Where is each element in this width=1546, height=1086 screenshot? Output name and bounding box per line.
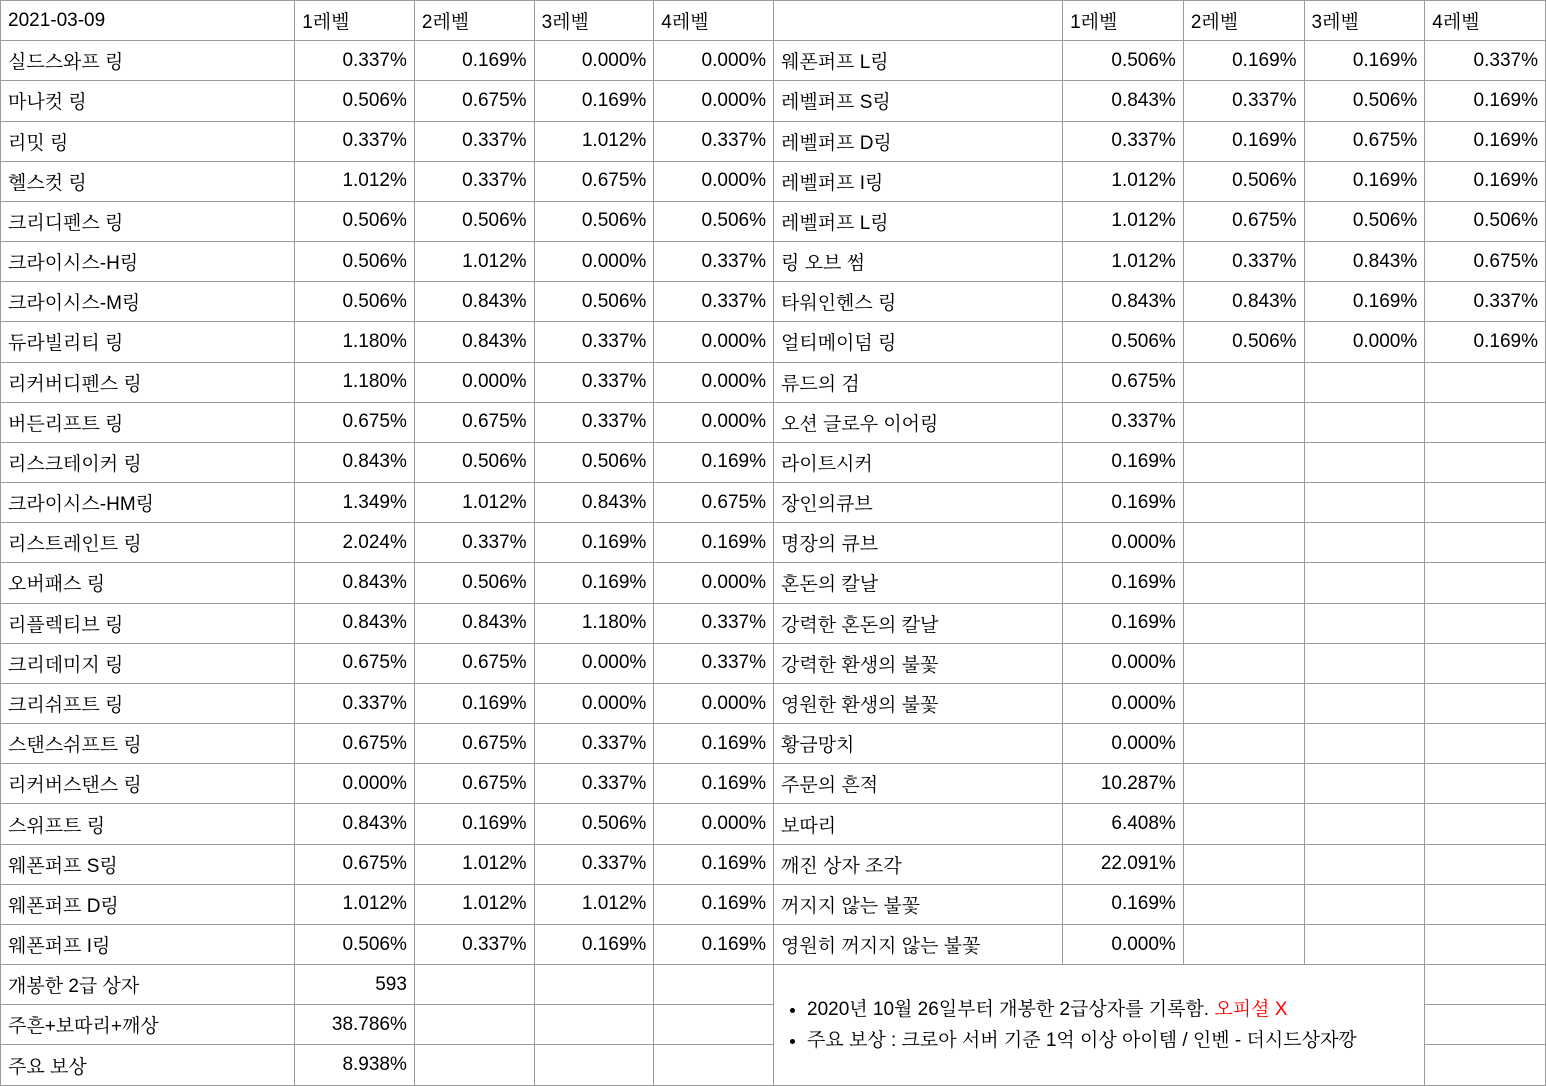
- header-left-level-4[interactable]: 4레벨: [654, 1, 774, 41]
- left-rate-lv1[interactable]: 0.675%: [295, 402, 415, 442]
- left-item-name[interactable]: 리플렉티브 링: [1, 603, 295, 643]
- right-rate-lv3[interactable]: [1304, 603, 1425, 643]
- left-rate-lv3[interactable]: 0.506%: [534, 282, 654, 322]
- left-rate-lv4[interactable]: 0.337%: [654, 643, 774, 683]
- right-item-name[interactable]: 오션 글로우 이어링: [774, 402, 1063, 442]
- left-rate-lv2[interactable]: 1.012%: [414, 884, 534, 924]
- summary-label-opened-boxes[interactable]: 개봉한 2급 상자: [1, 965, 295, 1005]
- right-rate-lv3[interactable]: 0.843%: [1304, 242, 1425, 282]
- right-rate-lv3[interactable]: [1304, 483, 1425, 523]
- left-rate-lv4[interactable]: 0.000%: [654, 41, 774, 81]
- header-left-level-3[interactable]: 3레벨: [534, 1, 654, 41]
- left-rate-lv2[interactable]: 1.012%: [414, 844, 534, 884]
- table-row: [1, 483, 1546, 523]
- left-item-name[interactable]: 리밋 링: [1, 121, 295, 161]
- right-rate-lv2[interactable]: 0.506%: [1183, 161, 1304, 201]
- right-rate-lv2[interactable]: [1183, 483, 1304, 523]
- left-rate-lv4[interactable]: 0.169%: [654, 523, 774, 563]
- left-item-name[interactable]: 헬스컷 링: [1, 161, 295, 201]
- table-row: [1, 523, 1546, 563]
- left-rate-lv2[interactable]: 0.337%: [414, 121, 534, 161]
- left-item-name[interactable]: 마나컷 링: [1, 81, 295, 121]
- right-rate-lv3[interactable]: [1304, 523, 1425, 563]
- right-rate-lv4[interactable]: [1425, 844, 1546, 884]
- right-rate-lv2[interactable]: 0.169%: [1183, 41, 1304, 81]
- right-rate-lv1[interactable]: 0.169%: [1063, 442, 1184, 482]
- right-rate-lv2[interactable]: [1183, 402, 1304, 442]
- left-rate-lv3[interactable]: 0.000%: [534, 41, 654, 81]
- left-rate-lv4[interactable]: 0.000%: [654, 161, 774, 201]
- left-item-name[interactable]: 버든리프트 링: [1, 402, 295, 442]
- right-rate-lv3[interactable]: 0.169%: [1304, 161, 1425, 201]
- right-rate-lv1[interactable]: 0.000%: [1063, 643, 1184, 683]
- left-item-name[interactable]: 리스크테이커 링: [1, 442, 295, 482]
- right-rate-lv3[interactable]: [1304, 563, 1425, 603]
- right-rate-lv1[interactable]: 0.000%: [1063, 724, 1184, 764]
- right-rate-lv4[interactable]: [1425, 683, 1546, 723]
- table-row: [1, 81, 1546, 121]
- right-rate-lv3[interactable]: [1304, 643, 1425, 683]
- left-rate-lv3[interactable]: 0.337%: [534, 402, 654, 442]
- summary-label-major-reward[interactable]: 주요 보상: [1, 1045, 295, 1086]
- left-rate-lv1[interactable]: 0.843%: [295, 804, 415, 844]
- left-rate-lv3[interactable]: 0.337%: [534, 362, 654, 402]
- blank-cell[interactable]: [534, 965, 654, 1005]
- header-right-level-1[interactable]: 1레벨: [1063, 1, 1184, 41]
- note-unofficial-tag: 오피셜 X: [1214, 998, 1288, 1020]
- table-row: [1, 402, 1546, 442]
- right-rate-lv2[interactable]: [1183, 724, 1304, 764]
- left-rate-lv1[interactable]: 0.843%: [295, 442, 415, 482]
- table-row: [1, 282, 1546, 322]
- left-rate-lv2[interactable]: 0.337%: [414, 523, 534, 563]
- left-rate-lv3[interactable]: 0.169%: [534, 563, 654, 603]
- left-rate-lv1[interactable]: 0.506%: [295, 201, 415, 241]
- right-item-name[interactable]: 영원히 꺼지지 않는 불꽃: [774, 924, 1063, 964]
- right-item-name[interactable]: 링 오브 썸: [774, 242, 1063, 282]
- right-rate-lv3[interactable]: [1304, 884, 1425, 924]
- left-rate-lv3[interactable]: 0.000%: [534, 643, 654, 683]
- left-rate-lv2[interactable]: 0.843%: [414, 322, 534, 362]
- left-rate-lv1[interactable]: 0.675%: [295, 643, 415, 683]
- right-rate-lv3[interactable]: [1304, 844, 1425, 884]
- right-rate-lv1[interactable]: 0.675%: [1063, 362, 1184, 402]
- right-item-name[interactable]: 얼티메이덤 링: [774, 322, 1063, 362]
- table-row: [1, 41, 1546, 81]
- right-rate-lv1[interactable]: 10.287%: [1063, 764, 1184, 804]
- right-rate-lv1[interactable]: 0.000%: [1063, 523, 1184, 563]
- left-rate-lv4[interactable]: 0.000%: [654, 683, 774, 723]
- right-rate-lv4[interactable]: [1425, 483, 1546, 523]
- right-rate-lv1[interactable]: 1.012%: [1063, 161, 1184, 201]
- left-rate-lv1[interactable]: 0.506%: [295, 81, 415, 121]
- right-rate-lv1[interactable]: 0.000%: [1063, 924, 1184, 964]
- left-rate-lv3[interactable]: 0.506%: [534, 804, 654, 844]
- left-item-name[interactable]: 웨폰퍼프 S링: [1, 844, 295, 884]
- table-row: [1, 804, 1546, 844]
- left-rate-lv2[interactable]: 0.506%: [414, 563, 534, 603]
- blank-cell[interactable]: [1425, 965, 1546, 1005]
- right-rate-lv2[interactable]: [1183, 804, 1304, 844]
- right-rate-lv1[interactable]: 0.169%: [1063, 483, 1184, 523]
- right-rate-lv4[interactable]: [1425, 362, 1546, 402]
- right-rate-lv4[interactable]: 0.169%: [1425, 161, 1546, 201]
- notes-block: [774, 965, 1425, 1086]
- left-rate-lv1[interactable]: 2.024%: [295, 523, 415, 563]
- left-rate-lv4[interactable]: 0.169%: [654, 724, 774, 764]
- right-rate-lv2[interactable]: [1183, 563, 1304, 603]
- right-rate-lv3[interactable]: [1304, 804, 1425, 844]
- left-item-name[interactable]: 크라이시스-M링: [1, 282, 295, 322]
- right-rate-lv2[interactable]: [1183, 884, 1304, 924]
- right-item-name[interactable]: 웨폰퍼프 L링: [774, 41, 1063, 81]
- left-rate-lv3[interactable]: 1.180%: [534, 603, 654, 643]
- right-rate-lv1[interactable]: 22.091%: [1063, 844, 1184, 884]
- left-rate-lv1[interactable]: 0.337%: [295, 121, 415, 161]
- blank-cell[interactable]: [414, 965, 534, 1005]
- left-rate-lv2[interactable]: 0.000%: [414, 362, 534, 402]
- right-rate-lv3[interactable]: [1304, 724, 1425, 764]
- right-rate-lv4[interactable]: [1425, 643, 1546, 683]
- left-rate-lv3[interactable]: 0.000%: [534, 683, 654, 723]
- table-row: [1, 563, 1546, 603]
- right-item-name[interactable]: 류드의 검: [774, 362, 1063, 402]
- left-rate-lv2[interactable]: 0.675%: [414, 402, 534, 442]
- left-rate-lv1[interactable]: 0.337%: [295, 41, 415, 81]
- left-rate-lv2[interactable]: 0.675%: [414, 764, 534, 804]
- left-rate-lv3[interactable]: 0.506%: [534, 442, 654, 482]
- right-item-name[interactable]: 레벨퍼프 D링: [774, 121, 1063, 161]
- left-rate-lv4[interactable]: 0.169%: [654, 924, 774, 964]
- left-rate-lv2[interactable]: 0.675%: [414, 81, 534, 121]
- right-item-name[interactable]: 주문의 흔적: [774, 764, 1063, 804]
- right-rate-lv2[interactable]: [1183, 442, 1304, 482]
- table-row: [1, 643, 1546, 683]
- right-rate-lv3[interactable]: [1304, 764, 1425, 804]
- left-rate-lv3[interactable]: 1.012%: [534, 884, 654, 924]
- right-rate-lv2[interactable]: 0.506%: [1183, 322, 1304, 362]
- left-rate-lv3[interactable]: 1.012%: [534, 121, 654, 161]
- left-rate-lv4[interactable]: 0.000%: [654, 362, 774, 402]
- left-rate-lv1[interactable]: 1.349%: [295, 483, 415, 523]
- left-item-name[interactable]: 웨폰퍼프 D링: [1, 884, 295, 924]
- left-rate-lv4[interactable]: 0.337%: [654, 121, 774, 161]
- left-rate-lv2[interactable]: 1.012%: [414, 242, 534, 282]
- left-rate-lv3[interactable]: 0.843%: [534, 483, 654, 523]
- right-item-name[interactable]: 강력한 혼돈의 칼날: [774, 603, 1063, 643]
- left-rate-lv2[interactable]: 1.012%: [414, 483, 534, 523]
- blank-cell[interactable]: [654, 1005, 774, 1045]
- right-item-name[interactable]: 레벨퍼프 I링: [774, 161, 1063, 201]
- right-rate-lv1[interactable]: 0.506%: [1063, 322, 1184, 362]
- right-rate-lv1[interactable]: 6.408%: [1063, 804, 1184, 844]
- left-rate-lv1[interactable]: 1.180%: [295, 322, 415, 362]
- left-rate-lv1[interactable]: 0.843%: [295, 603, 415, 643]
- right-item-name[interactable]: 레벨퍼프 L링: [774, 201, 1063, 241]
- right-item-name[interactable]: 레벨퍼프 S링: [774, 81, 1063, 121]
- left-rate-lv3[interactable]: 0.169%: [534, 81, 654, 121]
- left-rate-lv1[interactable]: 0.506%: [295, 924, 415, 964]
- left-rate-lv3[interactable]: 0.337%: [534, 724, 654, 764]
- right-rate-lv4[interactable]: 0.337%: [1425, 282, 1546, 322]
- header-right-level-3[interactable]: 3레벨: [1304, 1, 1425, 41]
- header-right-level-4[interactable]: 4레벨: [1425, 1, 1546, 41]
- right-rate-lv2[interactable]: [1183, 844, 1304, 884]
- left-rate-lv3[interactable]: 0.675%: [534, 161, 654, 201]
- header-row: [1, 1, 1546, 41]
- right-item-name[interactable]: 장인의큐브: [774, 483, 1063, 523]
- right-item-name[interactable]: 타워인헨스 링: [774, 282, 1063, 322]
- right-rate-lv1[interactable]: 0.169%: [1063, 563, 1184, 603]
- right-rate-lv1[interactable]: 0.169%: [1063, 884, 1184, 924]
- left-rate-lv2[interactable]: 0.675%: [414, 643, 534, 683]
- right-rate-lv1[interactable]: 0.337%: [1063, 402, 1184, 442]
- left-item-name[interactable]: 듀라빌리티 링: [1, 322, 295, 362]
- summary-value-combined[interactable]: 38.786%: [295, 1005, 415, 1045]
- table-row: [1, 362, 1546, 402]
- left-item-name[interactable]: 크리쉬프트 링: [1, 683, 295, 723]
- left-rate-lv4[interactable]: 0.000%: [654, 804, 774, 844]
- left-rate-lv3[interactable]: 0.337%: [534, 322, 654, 362]
- left-rate-lv4[interactable]: 0.169%: [654, 764, 774, 804]
- right-rate-lv1[interactable]: 0.843%: [1063, 282, 1184, 322]
- right-item-name[interactable]: 보따리: [774, 804, 1063, 844]
- summary-value-major-reward[interactable]: 8.938%: [295, 1045, 415, 1086]
- left-rate-lv1[interactable]: 0.337%: [295, 683, 415, 723]
- left-rate-lv4[interactable]: 0.000%: [654, 81, 774, 121]
- table-row: [1, 201, 1546, 241]
- header-right-level-2[interactable]: 2레벨: [1183, 1, 1304, 41]
- left-rate-lv1[interactable]: 1.180%: [295, 362, 415, 402]
- right-rate-lv2[interactable]: [1183, 362, 1304, 402]
- blank-cell[interactable]: [654, 1045, 774, 1086]
- right-rate-lv2[interactable]: 0.337%: [1183, 242, 1304, 282]
- blank-cell[interactable]: [534, 1045, 654, 1086]
- left-rate-lv2[interactable]: 0.843%: [414, 282, 534, 322]
- blank-cell[interactable]: [414, 1005, 534, 1045]
- right-rate-lv3[interactable]: 0.169%: [1304, 41, 1425, 81]
- left-rate-lv2[interactable]: 0.337%: [414, 161, 534, 201]
- right-rate-lv3[interactable]: 0.506%: [1304, 201, 1425, 241]
- header-left-level-1[interactable]: 1레벨: [295, 1, 415, 41]
- left-rate-lv3[interactable]: 0.506%: [534, 201, 654, 241]
- table-row: [1, 884, 1546, 924]
- table-row: [1, 683, 1546, 723]
- blank-cell[interactable]: [1425, 1045, 1546, 1086]
- summary-value-opened-boxes[interactable]: 593: [295, 965, 415, 1005]
- left-rate-lv4[interactable]: 0.169%: [654, 442, 774, 482]
- left-item-name[interactable]: 크라이시스-H링: [1, 242, 295, 282]
- table-row: [1, 603, 1546, 643]
- right-item-name[interactable]: 라이트시커: [774, 442, 1063, 482]
- left-item-name[interactable]: 크리디펜스 링: [1, 201, 295, 241]
- left-rate-lv3[interactable]: 0.169%: [534, 924, 654, 964]
- right-rate-lv2[interactable]: [1183, 924, 1304, 964]
- right-rate-lv4[interactable]: [1425, 884, 1546, 924]
- header-left-level-2[interactable]: 2레벨: [414, 1, 534, 41]
- left-rate-lv2[interactable]: 0.675%: [414, 724, 534, 764]
- blank-cell[interactable]: [654, 965, 774, 1005]
- table-row: [1, 161, 1546, 201]
- right-rate-lv3[interactable]: 0.675%: [1304, 121, 1425, 161]
- right-rate-lv1[interactable]: 0.000%: [1063, 683, 1184, 723]
- blank-cell[interactable]: [414, 1045, 534, 1086]
- right-rate-lv2[interactable]: 0.337%: [1183, 81, 1304, 121]
- header-spacer[interactable]: [774, 1, 1063, 41]
- right-rate-lv4[interactable]: [1425, 523, 1546, 563]
- right-item-name[interactable]: 영원한 환생의 불꽃: [774, 683, 1063, 723]
- right-item-name[interactable]: 꺼지지 않는 불꽃: [774, 884, 1063, 924]
- right-rate-lv1[interactable]: 1.012%: [1063, 201, 1184, 241]
- table-row: [1, 844, 1546, 884]
- right-item-name[interactable]: 황금망치: [774, 724, 1063, 764]
- right-item-name[interactable]: 강력한 환생의 불꽃: [774, 643, 1063, 683]
- right-rate-lv4[interactable]: 0.169%: [1425, 81, 1546, 121]
- right-item-name[interactable]: 명장의 큐브: [774, 523, 1063, 563]
- left-item-name[interactable]: 웨폰퍼프 I링: [1, 924, 295, 964]
- left-rate-lv1[interactable]: 1.012%: [295, 161, 415, 201]
- left-item-name[interactable]: 크라이시스-HM링: [1, 483, 295, 523]
- left-rate-lv4[interactable]: 0.000%: [654, 563, 774, 603]
- left-rate-lv4[interactable]: 0.169%: [654, 884, 774, 924]
- right-item-name[interactable]: 혼돈의 칼날: [774, 563, 1063, 603]
- table-row: [1, 724, 1546, 764]
- left-rate-lv1[interactable]: 0.506%: [295, 242, 415, 282]
- right-rate-lv4[interactable]: [1425, 924, 1546, 964]
- left-item-name[interactable]: 크리데미지 링: [1, 643, 295, 683]
- table-row: [1, 242, 1546, 282]
- left-rate-lv4[interactable]: 0.506%: [654, 201, 774, 241]
- left-rate-lv2[interactable]: 0.337%: [414, 924, 534, 964]
- right-rate-lv3[interactable]: 0.000%: [1304, 322, 1425, 362]
- right-rate-lv4[interactable]: [1425, 724, 1546, 764]
- left-rate-lv1[interactable]: 1.012%: [295, 884, 415, 924]
- left-rate-lv4[interactable]: 0.675%: [654, 483, 774, 523]
- right-rate-lv4[interactable]: 0.675%: [1425, 242, 1546, 282]
- table-row: [1, 924, 1546, 964]
- left-item-name[interactable]: 실드스와프 링: [1, 41, 295, 81]
- right-rate-lv4[interactable]: [1425, 603, 1546, 643]
- left-rate-lv4[interactable]: 0.000%: [654, 402, 774, 442]
- right-rate-lv1[interactable]: 1.012%: [1063, 242, 1184, 282]
- right-rate-lv2[interactable]: [1183, 523, 1304, 563]
- right-rate-lv4[interactable]: [1425, 402, 1546, 442]
- left-rate-lv2[interactable]: 0.506%: [414, 442, 534, 482]
- right-rate-lv2[interactable]: [1183, 683, 1304, 723]
- left-item-name[interactable]: 리스트레인트 링: [1, 523, 295, 563]
- left-item-name[interactable]: 리커버디펜스 링: [1, 362, 295, 402]
- right-rate-lv2[interactable]: [1183, 764, 1304, 804]
- left-rate-lv4[interactable]: 0.169%: [654, 844, 774, 884]
- right-item-name[interactable]: 깨진 상자 조각: [774, 844, 1063, 884]
- note-line-2-text: 주요 보상 : 크로아 서버 기준 1억 이상 아이템 / 인벤 - 더시드상자깡: [807, 1030, 1357, 1052]
- right-rate-lv3[interactable]: [1304, 402, 1425, 442]
- note-line-1-text: 2020년 10월 26일부터 개봉한 2급상자를 기록함. 오피셜 X: [807, 998, 1288, 1020]
- table-row: [1, 121, 1546, 161]
- right-rate-lv3[interactable]: [1304, 442, 1425, 482]
- left-rate-lv1[interactable]: 0.506%: [295, 282, 415, 322]
- right-rate-lv4[interactable]: [1425, 804, 1546, 844]
- left-item-name[interactable]: 오버패스 링: [1, 563, 295, 603]
- right-rate-lv4[interactable]: 0.337%: [1425, 41, 1546, 81]
- right-rate-lv4[interactable]: 0.169%: [1425, 121, 1546, 161]
- left-rate-lv3[interactable]: 0.337%: [534, 844, 654, 884]
- left-rate-lv2[interactable]: 0.169%: [414, 683, 534, 723]
- left-rate-lv2[interactable]: 0.169%: [414, 41, 534, 81]
- right-rate-lv2[interactable]: [1183, 603, 1304, 643]
- right-rate-lv3[interactable]: [1304, 362, 1425, 402]
- left-rate-lv3[interactable]: 0.000%: [534, 242, 654, 282]
- blank-cell[interactable]: [1425, 1005, 1546, 1045]
- right-rate-lv3[interactable]: [1304, 683, 1425, 723]
- left-rate-lv4[interactable]: 0.337%: [654, 603, 774, 643]
- summary-label-combined[interactable]: 주흔+보따리+깨상: [1, 1005, 295, 1045]
- right-rate-lv4[interactable]: [1425, 764, 1546, 804]
- right-rate-lv4[interactable]: 0.506%: [1425, 201, 1546, 241]
- right-rate-lv4[interactable]: [1425, 563, 1546, 603]
- left-item-name[interactable]: 스위프트 링: [1, 804, 295, 844]
- right-rate-lv1[interactable]: 0.506%: [1063, 41, 1184, 81]
- right-rate-lv2[interactable]: 0.843%: [1183, 282, 1304, 322]
- right-rate-lv1[interactable]: 0.843%: [1063, 81, 1184, 121]
- right-rate-lv3[interactable]: 0.506%: [1304, 81, 1425, 121]
- left-rate-lv3[interactable]: 0.169%: [534, 523, 654, 563]
- left-rate-lv4[interactable]: 0.337%: [654, 242, 774, 282]
- right-rate-lv2[interactable]: 0.675%: [1183, 201, 1304, 241]
- left-rate-lv3[interactable]: 0.337%: [534, 764, 654, 804]
- blank-cell[interactable]: [534, 1005, 654, 1045]
- left-rate-lv1[interactable]: 0.000%: [295, 764, 415, 804]
- right-rate-lv4[interactable]: [1425, 442, 1546, 482]
- right-rate-lv2[interactable]: 0.169%: [1183, 121, 1304, 161]
- left-item-name[interactable]: 리커버스탠스 링: [1, 764, 295, 804]
- right-rate-lv1[interactable]: 0.337%: [1063, 121, 1184, 161]
- table-row: [1, 322, 1546, 362]
- right-rate-lv3[interactable]: [1304, 924, 1425, 964]
- left-rate-lv2[interactable]: 0.506%: [414, 201, 534, 241]
- header-date[interactable]: 2021-03-09: [1, 1, 295, 41]
- table-row: [1, 442, 1546, 482]
- summary-row: [1, 965, 1546, 1005]
- left-rate-lv2[interactable]: 0.169%: [414, 804, 534, 844]
- right-rate-lv1[interactable]: 0.169%: [1063, 603, 1184, 643]
- left-item-name[interactable]: 스탠스쉬프트 링: [1, 724, 295, 764]
- left-rate-lv2[interactable]: 0.843%: [414, 603, 534, 643]
- right-rate-lv3[interactable]: 0.169%: [1304, 282, 1425, 322]
- left-rate-lv1[interactable]: 0.843%: [295, 563, 415, 603]
- left-rate-lv1[interactable]: 0.675%: [295, 844, 415, 884]
- left-rate-lv4[interactable]: 0.337%: [654, 282, 774, 322]
- left-rate-lv4[interactable]: 0.000%: [654, 322, 774, 362]
- right-rate-lv4[interactable]: 0.169%: [1425, 322, 1546, 362]
- table-row: [1, 764, 1546, 804]
- right-rate-lv2[interactable]: [1183, 643, 1304, 683]
- left-rate-lv1[interactable]: 0.675%: [295, 724, 415, 764]
